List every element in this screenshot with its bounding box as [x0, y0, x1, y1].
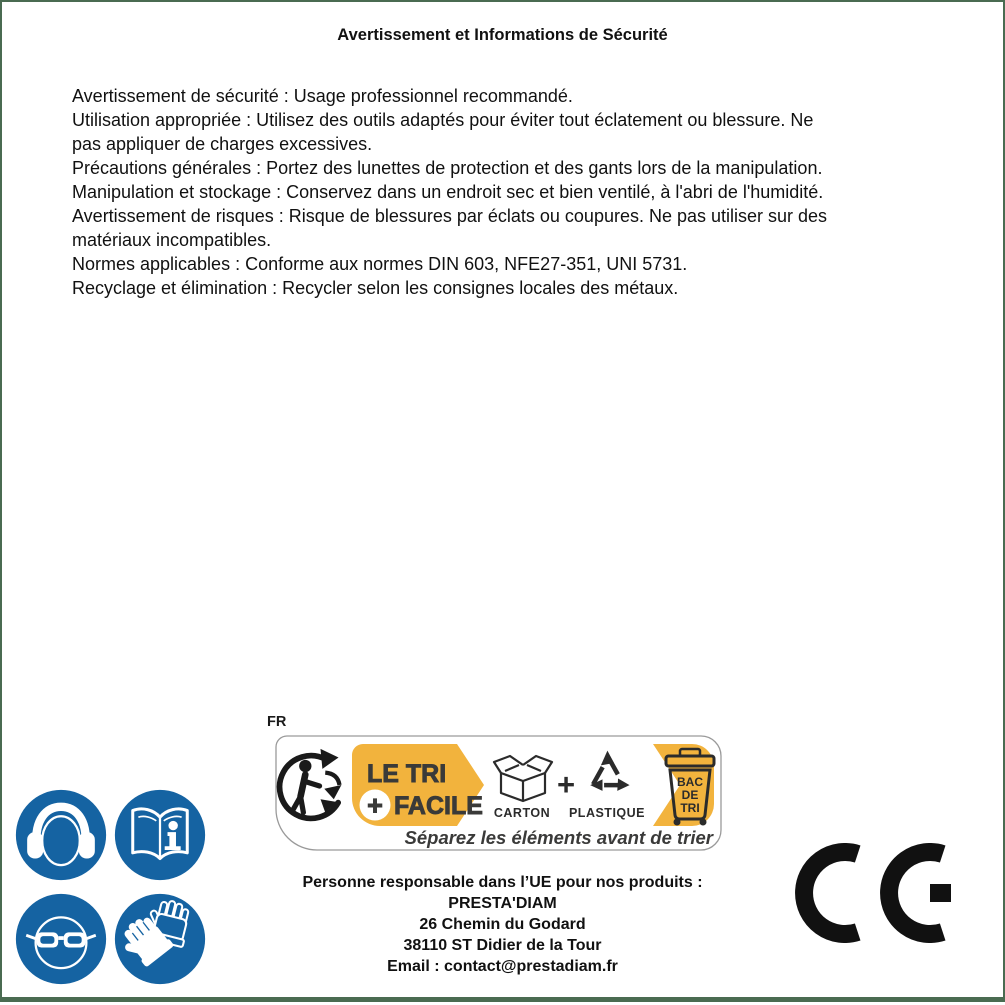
email-line: Email : contact@prestadiam.fr [387, 958, 618, 975]
country-code-label: FR [267, 714, 287, 730]
address-street: 26 Chemin du Godard [419, 916, 586, 933]
company-name: PRESTA'DIAM [448, 895, 557, 912]
plus-separator: + [556, 767, 576, 802]
body-line: Avertissement de risques : Risque de blessures par éclats ou coupures. Ne pas utiliser sur des [72, 206, 828, 226]
body-line: Recyclage et élimination : Recycler selon les consignes locales des métaux. [72, 278, 679, 298]
headline-plus: + [367, 790, 383, 821]
material-2-label: PLASTIQUE [568, 806, 646, 820]
body-line: Précautions générales : Portez des lunettes de protection et des gants lors de la manipulation. [72, 158, 823, 178]
bin-text-2: DE [681, 788, 699, 802]
body-line: Avertissement de sécurité : Usage professionnel recommandé. [72, 86, 573, 106]
body-line: pas appliquer de charges excessives. [72, 134, 373, 154]
responsible-person-block [0, 872, 1005, 977]
body-line: Utilisation appropriée : Utilisez des outils adaptés pour éviter tout éclatement ou blessure. Ne [72, 110, 814, 130]
responsible-intro: Personne responsable dans l’UE pour nos produits : [302, 874, 703, 891]
sorting-instruction: Séparez les éléments avant de trier [404, 827, 713, 848]
recycling-sorting-label [263, 735, 723, 853]
body-line: Normes applicables : Conforme aux normes DIN 603, NFE27-351, UNI 5731. [72, 254, 688, 274]
headline-line1: LE TRI [367, 760, 447, 788]
material-1-label: CARTON [493, 806, 551, 820]
headline-line2: FACILE [394, 792, 483, 820]
bin-text-1: BAC [677, 775, 703, 789]
read-manual-icon [113, 788, 207, 882]
body-line: matériaux incompatibles. [72, 230, 272, 250]
page-title: Avertissement et Informations de Sécurité [337, 26, 668, 44]
address-city: 38110 ST Didier de la Tour [403, 937, 602, 954]
safety-text-block [72, 84, 827, 300]
body-line: Manipulation et stockage : Conservez dans un endroit sec et bien ventilé, à l'abri de l'humidité. [72, 182, 824, 202]
bin-text-3: TRI [680, 801, 700, 815]
ear-protection-icon [14, 788, 108, 882]
